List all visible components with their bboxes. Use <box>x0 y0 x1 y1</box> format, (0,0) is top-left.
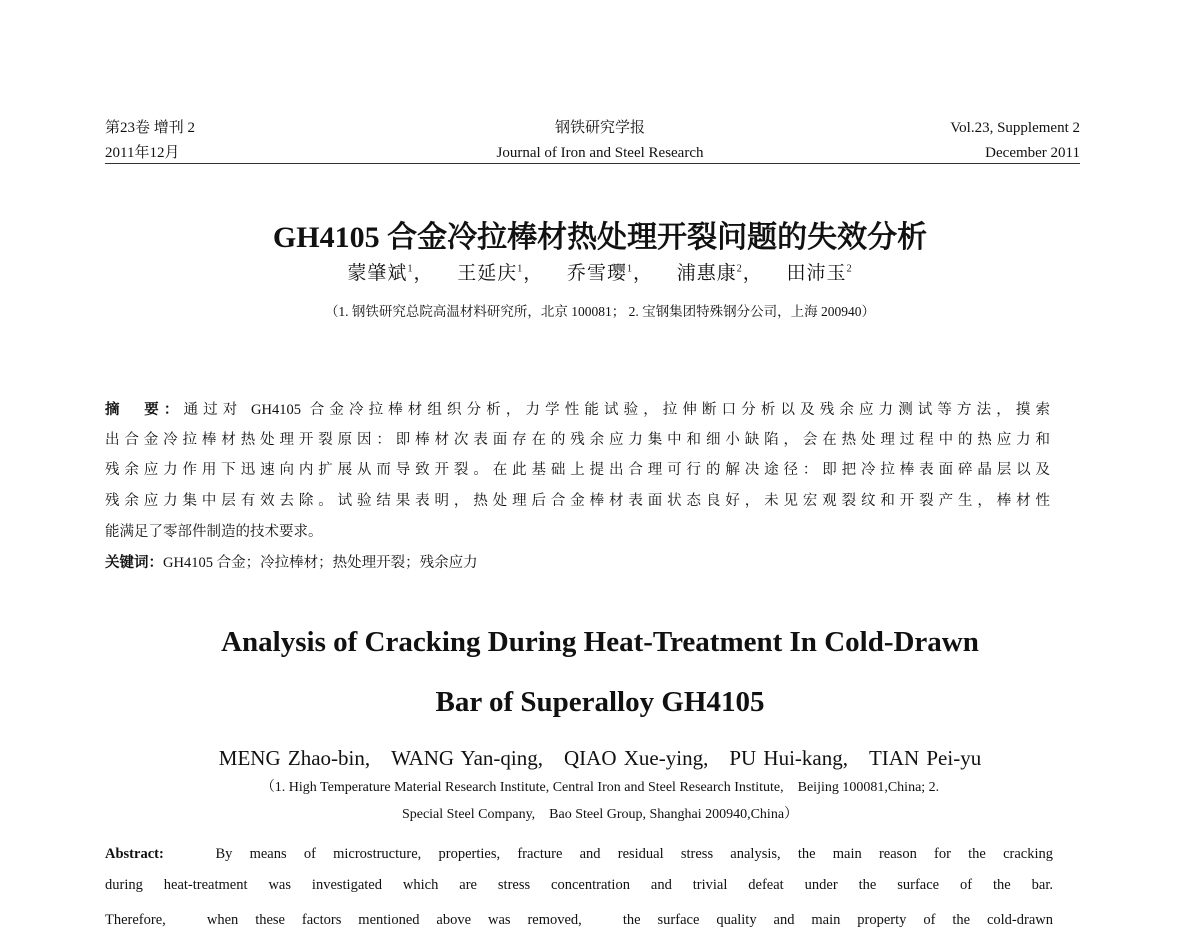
keywords-cn: 关键词：GH4105 合金；冷拉棒材；热处理开裂；残余应力 <box>105 555 478 571</box>
volume-cn: 第23卷 增刊 2 <box>105 120 196 136</box>
author-cn: 蒙肇斌$^1$， <box>347 263 458 284</box>
journal-en: Journal of Iron and Steel Research <box>496 145 704 161</box>
authors-en: MENG Zhao-bin, WANG Yan-qing, QIAO Xue-ying, PU Hui-kang, TIAN Pei-yu <box>218 746 982 770</box>
abstract-en-line: during heat-treatment was investigated which are stress concentration and trivial defeat under the surface of the bar. <box>105 877 1053 893</box>
affiliation-en-line-1: （1. High Temperature Material Research Institute, Central Iron and Steel Research Institute, Beijing 100081,China; 2. <box>260 780 940 795</box>
affiliation-cn: （1. 钢铁研究总院高温材料研究所，北京 100081； 2. 宝钢集团特殊钢分公司，上海 200940） <box>324 304 876 319</box>
abstract-cn-line: 摘 要：通过对 GH4105 合金冷拉棒材组织分析，力学性能试验，拉伸断口分析以及残余应力测试等方法，摸索 <box>105 402 1050 418</box>
abstract-en-label: Abstract: <box>105 846 164 862</box>
author-cn: 田沛玉$^2$ <box>786 263 853 284</box>
abstract-en-line: Therefore, when these factors mentioned above was removed, the surface quality and main property of the cold-drawn <box>105 912 1053 928</box>
header-rule <box>105 163 1080 164</box>
author-cn: 王延庆$^1$， <box>457 263 567 284</box>
volume-en: Vol.23, Supplement 2 <box>950 120 1080 136</box>
title-en-line-1: Analysis of Cracking During Heat-Treatment In Cold-Drawn <box>221 626 979 658</box>
journal-cn: 钢铁研究学报 <box>554 120 645 136</box>
abstract-cn-line: 能满足了零部件制造的技术要求。 <box>105 524 323 540</box>
affiliation-en-line-2: Special Steel Company, Bao Steel Group, Shanghai 200940,China） <box>401 807 799 822</box>
abstract-cn-line: 出合金冷拉棒材热处理开裂原因：即棒材次表面存在的残余应力集中和细小缺陷，会在热处理过程中的热应力和 <box>105 432 1050 448</box>
title-cn: GH4105 合金冷拉棒材热处理开裂问题的失效分析 <box>272 221 928 254</box>
abstract-cn-label: 摘 要： <box>105 402 184 418</box>
author-cn: 乔雪璎$^1$， <box>566 263 677 284</box>
date-cn: 2011年12月 <box>105 145 180 161</box>
abstract-en-line: Abstract: By means of microstructure, properties, fracture and residual stress analysis, the main reason for the cracking <box>105 846 1053 862</box>
authors-cn <box>0 258 1200 285</box>
abstract-cn-line: 残余应力集中层有效去除。试验结果表明，热处理后合金棒材表面状态良好，未见宏观裂纹和开裂产生，棒材性 <box>105 493 1050 509</box>
date-en: December 2011 <box>985 145 1080 161</box>
keywords-cn-label: 关键词： <box>105 555 163 571</box>
author-cn: 浦惠康$^2$， <box>676 263 787 284</box>
abstract-cn-line: 残余应力作用下迅速向内扩展从而导致开裂。在此基础上提出合理可行的解决途径：即把冷拉棒表面碎晶层以及 <box>105 462 1050 478</box>
title-en-line-2: Bar of Superalloy GH4105 <box>435 686 765 718</box>
